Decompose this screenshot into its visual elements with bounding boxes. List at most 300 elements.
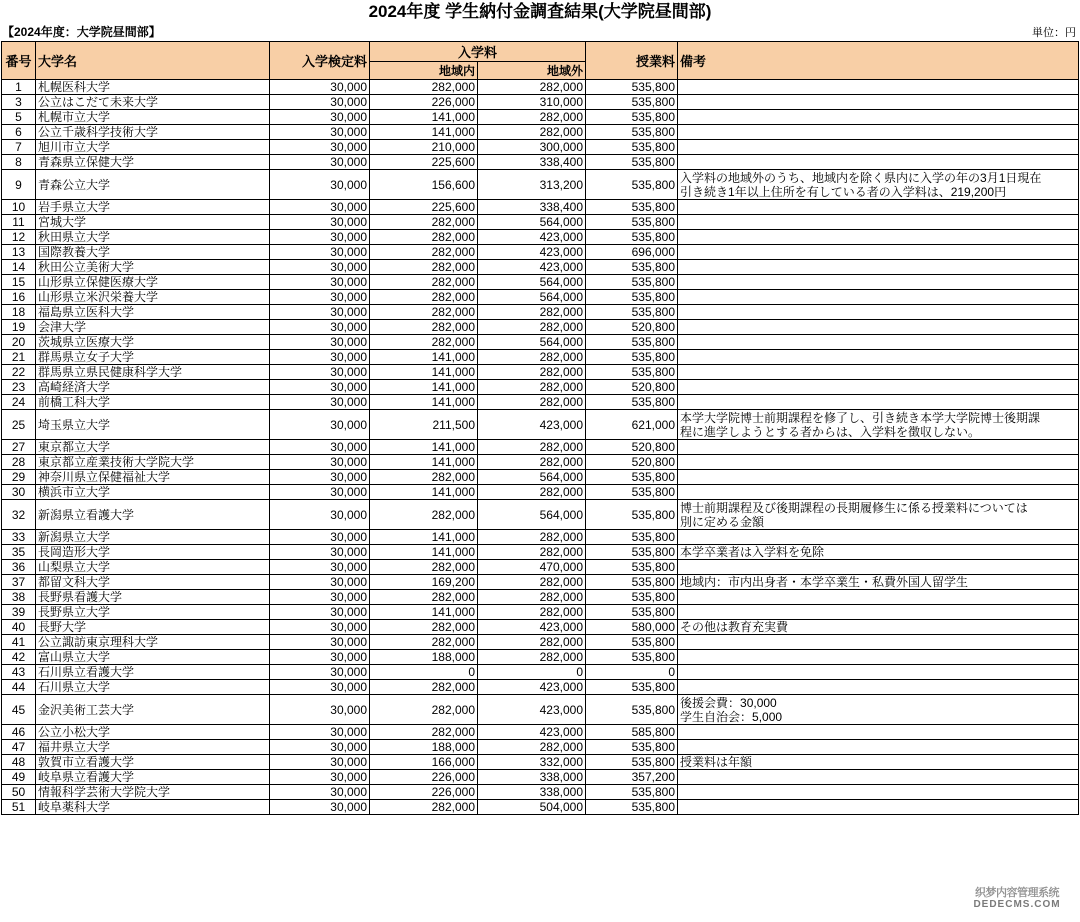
table-row[interactable] xyxy=(2,590,1079,605)
subtitle-bar xyxy=(0,22,1080,41)
cell-exam-fee: 30,000 xyxy=(270,635,370,650)
remark-line: 入学料の地域外のうち、地域内を除く県内に入学の年の3月1日現在 xyxy=(680,170,1042,185)
cell-university-name: 横浜市立大学 xyxy=(36,485,270,500)
cell-admission-out-region: 564,000 xyxy=(478,335,586,350)
cell-admission-out-region: 282,000 xyxy=(478,740,586,755)
cell-exam-fee: 30,000 xyxy=(270,140,370,155)
cell-admission-in-region: 211,500 xyxy=(370,410,478,440)
table-row[interactable] xyxy=(2,695,1079,725)
cell-no: 46 xyxy=(2,725,36,740)
cell-remarks xyxy=(678,245,1079,260)
cell-remarks xyxy=(678,200,1079,215)
cell-exam-fee: 30,000 xyxy=(270,470,370,485)
cell-university-name: 公立諏訪東京理科大学 xyxy=(36,635,270,650)
cell-admission-in-region: 225,600 xyxy=(370,200,478,215)
cell-exam-fee: 30,000 xyxy=(270,725,370,740)
cell-no: 13 xyxy=(2,245,36,260)
cell-no: 45 xyxy=(2,695,36,725)
cell-admission-out-region: 310,000 xyxy=(478,95,586,110)
cell-admission-out-region: 423,000 xyxy=(478,695,586,725)
cell-tuition: 535,800 xyxy=(586,260,678,275)
cell-tuition: 535,800 xyxy=(586,110,678,125)
cell-university-name: 旭川市立大学 xyxy=(36,140,270,155)
cell-tuition: 585,800 xyxy=(586,725,678,740)
cell-exam-fee: 30,000 xyxy=(270,575,370,590)
cell-tuition: 535,800 xyxy=(586,305,678,320)
cell-tuition: 535,800 xyxy=(586,530,678,545)
cell-admission-in-region: 282,000 xyxy=(370,620,478,635)
cell-admission-in-region: 188,000 xyxy=(370,650,478,665)
cell-tuition: 535,800 xyxy=(586,95,678,110)
cell-admission-out-region: 423,000 xyxy=(478,230,586,245)
table-row[interactable] xyxy=(2,110,1079,125)
cell-remarks xyxy=(678,305,1079,320)
cell-remarks xyxy=(678,440,1079,455)
cell-no: 9 xyxy=(2,170,36,200)
table-row[interactable] xyxy=(2,80,1079,95)
cell-admission-in-region: 141,000 xyxy=(370,605,478,620)
cell-no: 12 xyxy=(2,230,36,245)
table-row[interactable] xyxy=(2,635,1079,650)
cell-admission-out-region: 282,000 xyxy=(478,380,586,395)
cell-tuition: 0 xyxy=(586,665,678,680)
table-header xyxy=(2,42,1079,80)
cell-admission-out-region: 282,000 xyxy=(478,365,586,380)
table-row[interactable] xyxy=(2,335,1079,350)
cell-no: 38 xyxy=(2,590,36,605)
cell-university-name: 公立はこだて未来大学 xyxy=(36,95,270,110)
table-row[interactable] xyxy=(2,440,1079,455)
cell-admission-in-region: 141,000 xyxy=(370,365,478,380)
cell-remarks xyxy=(678,380,1079,395)
cell-remarks xyxy=(678,125,1079,140)
cell-admission-in-region: 141,000 xyxy=(370,110,478,125)
cell-admission-in-region: 282,000 xyxy=(370,245,478,260)
table-row[interactable] xyxy=(2,455,1079,470)
cell-exam-fee: 30,000 xyxy=(270,395,370,410)
cell-admission-in-region: 282,000 xyxy=(370,725,478,740)
cell-university-name: 山梨県立大学 xyxy=(36,560,270,575)
cell-admission-out-region: 332,000 xyxy=(478,755,586,770)
cell-admission-in-region: 282,000 xyxy=(370,590,478,605)
cell-no: 49 xyxy=(2,770,36,785)
table-row[interactable] xyxy=(2,485,1079,500)
cell-university-name: 長野県立大学 xyxy=(36,605,270,620)
cell-university-name: 群馬県立県民健康科学大学 xyxy=(36,365,270,380)
cell-admission-in-region: 282,000 xyxy=(370,80,478,95)
table-row[interactable] xyxy=(2,470,1079,485)
cell-tuition: 535,800 xyxy=(586,590,678,605)
cell-no: 39 xyxy=(2,605,36,620)
cell-exam-fee: 30,000 xyxy=(270,785,370,800)
cell-admission-out-region: 564,000 xyxy=(478,275,586,290)
cell-admission-out-region: 282,000 xyxy=(478,605,586,620)
table-row[interactable] xyxy=(2,140,1079,155)
cell-no: 43 xyxy=(2,665,36,680)
cell-exam-fee: 30,000 xyxy=(270,500,370,530)
cell-admission-in-region: 141,000 xyxy=(370,125,478,140)
cell-university-name: 岐阜県立看護大学 xyxy=(36,770,270,785)
cell-admission-out-region: 282,000 xyxy=(478,485,586,500)
table-body xyxy=(2,80,1079,815)
cell-tuition: 535,800 xyxy=(586,155,678,170)
cell-admission-out-region: 338,000 xyxy=(478,770,586,785)
table-row[interactable] xyxy=(2,725,1079,740)
remark-line: その他は教育充実費 xyxy=(680,620,789,634)
cell-admission-in-region: 282,000 xyxy=(370,560,478,575)
cell-no: 41 xyxy=(2,635,36,650)
cell-university-name: 新潟県立看護大学 xyxy=(36,500,270,530)
cell-tuition: 535,800 xyxy=(586,695,678,725)
table-row[interactable] xyxy=(2,560,1079,575)
table-row[interactable] xyxy=(2,380,1079,395)
cell-exam-fee: 30,000 xyxy=(270,560,370,575)
cell-admission-out-region: 282,000 xyxy=(478,650,586,665)
cell-admission-out-region: 282,000 xyxy=(478,530,586,545)
column-header-no: 番号 xyxy=(2,42,36,80)
cell-exam-fee: 30,000 xyxy=(270,245,370,260)
remark-line: 程に進学しようとする者からは、入学料を徴収しない。 xyxy=(680,424,981,439)
cell-exam-fee: 30,000 xyxy=(270,740,370,755)
watermark-line-2: DEDECMS.COM xyxy=(973,899,1061,910)
cell-admission-out-region: 423,000 xyxy=(478,260,586,275)
cell-exam-fee: 30,000 xyxy=(270,290,370,305)
cell-admission-out-region: 423,000 xyxy=(478,620,586,635)
table-row[interactable] xyxy=(2,680,1079,695)
cell-tuition: 535,800 xyxy=(586,650,678,665)
cell-tuition: 520,800 xyxy=(586,440,678,455)
cell-admission-in-region: 141,000 xyxy=(370,545,478,560)
cell-tuition: 535,800 xyxy=(586,350,678,365)
cell-exam-fee: 30,000 xyxy=(270,650,370,665)
cell-admission-in-region: 141,000 xyxy=(370,440,478,455)
cell-no: 16 xyxy=(2,290,36,305)
column-header-university: 大学名 xyxy=(36,42,270,80)
table-row[interactable] xyxy=(2,170,1079,200)
cell-admission-in-region: 282,000 xyxy=(370,275,478,290)
cell-remarks xyxy=(678,695,1079,725)
dataset-scope-label: 【2024年度：大学院昼間部】 xyxy=(2,25,161,39)
cell-university-name: 岩手県立大学 xyxy=(36,200,270,215)
table-row[interactable] xyxy=(2,95,1079,110)
cell-no: 21 xyxy=(2,350,36,365)
table-row[interactable] xyxy=(2,785,1079,800)
cell-university-name: 宮城大学 xyxy=(36,215,270,230)
cell-no: 19 xyxy=(2,320,36,335)
cell-no: 23 xyxy=(2,380,36,395)
cell-exam-fee: 30,000 xyxy=(270,755,370,770)
cell-admission-in-region: 282,000 xyxy=(370,695,478,725)
cell-tuition: 535,800 xyxy=(586,470,678,485)
cell-no: 22 xyxy=(2,365,36,380)
cell-remarks xyxy=(678,470,1079,485)
cell-exam-fee: 30,000 xyxy=(270,455,370,470)
cell-admission-out-region: 338,000 xyxy=(478,785,586,800)
cell-no: 48 xyxy=(2,755,36,770)
table-row[interactable] xyxy=(2,305,1079,320)
cell-tuition: 535,800 xyxy=(586,365,678,380)
cell-university-name: 金沢美術工芸大学 xyxy=(36,695,270,725)
cell-remarks xyxy=(678,335,1079,350)
cell-tuition: 535,800 xyxy=(586,755,678,770)
table-row[interactable] xyxy=(2,245,1079,260)
cell-remarks xyxy=(678,590,1079,605)
cell-no: 37 xyxy=(2,575,36,590)
cell-no: 32 xyxy=(2,500,36,530)
cell-admission-out-region: 282,000 xyxy=(478,395,586,410)
cell-university-name: 石川県立看護大学 xyxy=(36,665,270,680)
column-header-tuition: 授業料 xyxy=(586,42,678,80)
cell-admission-in-region: 188,000 xyxy=(370,740,478,755)
cell-university-name: 茨城県立医療大学 xyxy=(36,335,270,350)
cell-admission-in-region: 282,000 xyxy=(370,305,478,320)
cell-university-name: 福島県立医科大学 xyxy=(36,305,270,320)
table-row[interactable] xyxy=(2,740,1079,755)
cell-admission-in-region: 226,000 xyxy=(370,95,478,110)
cell-university-name: 長野県看護大学 xyxy=(36,590,270,605)
cell-remarks xyxy=(678,140,1079,155)
table-row[interactable] xyxy=(2,620,1079,635)
cell-no: 30 xyxy=(2,485,36,500)
cell-tuition: 535,800 xyxy=(586,635,678,650)
cell-admission-out-region: 282,000 xyxy=(478,455,586,470)
cell-exam-fee: 30,000 xyxy=(270,545,370,560)
cell-tuition: 520,800 xyxy=(586,380,678,395)
table-row[interactable] xyxy=(2,755,1079,770)
cell-remarks xyxy=(678,560,1079,575)
cell-exam-fee: 30,000 xyxy=(270,800,370,815)
cell-university-name: 高崎経済大学 xyxy=(36,380,270,395)
cell-university-name: 山形県立保健医療大学 xyxy=(36,275,270,290)
cell-university-name: 国際教養大学 xyxy=(36,245,270,260)
cell-remarks xyxy=(678,800,1079,815)
cell-admission-out-region: 300,000 xyxy=(478,140,586,155)
cell-university-name: 都留文科大学 xyxy=(36,575,270,590)
cell-exam-fee: 30,000 xyxy=(270,305,370,320)
table-row[interactable] xyxy=(2,260,1079,275)
cell-tuition: 520,800 xyxy=(586,455,678,470)
cell-admission-in-region: 282,000 xyxy=(370,230,478,245)
cell-university-name: 青森公立大学 xyxy=(36,170,270,200)
unit-note-label: 単位：円 xyxy=(1032,27,1076,39)
cell-no: 3 xyxy=(2,95,36,110)
cell-tuition: 535,800 xyxy=(586,575,678,590)
cell-university-name: 青森県立保健大学 xyxy=(36,155,270,170)
table-row[interactable] xyxy=(2,350,1079,365)
cell-remarks xyxy=(678,755,1079,770)
cell-tuition: 535,800 xyxy=(586,140,678,155)
table-row[interactable] xyxy=(2,530,1079,545)
cell-exam-fee: 30,000 xyxy=(270,80,370,95)
cell-admission-out-region: 338,400 xyxy=(478,200,586,215)
cell-admission-out-region: 282,000 xyxy=(478,545,586,560)
cell-university-name: 埼玉県立大学 xyxy=(36,410,270,440)
cell-tuition: 535,800 xyxy=(586,785,678,800)
cell-tuition: 535,800 xyxy=(586,275,678,290)
cell-admission-in-region: 282,000 xyxy=(370,635,478,650)
cell-no: 25 xyxy=(2,410,36,440)
table-row[interactable] xyxy=(2,230,1079,245)
cell-admission-in-region: 282,000 xyxy=(370,500,478,530)
cell-admission-out-region: 282,000 xyxy=(478,350,586,365)
cell-no: 44 xyxy=(2,680,36,695)
table-row[interactable] xyxy=(2,545,1079,560)
cell-remarks xyxy=(678,605,1079,620)
cell-tuition: 535,800 xyxy=(586,230,678,245)
cell-remarks xyxy=(678,95,1079,110)
cell-tuition: 535,800 xyxy=(586,500,678,530)
cell-exam-fee: 30,000 xyxy=(270,215,370,230)
remark-line: 引き続き1年以上住所を有している者の入学料は、219,200円 xyxy=(680,184,1007,199)
table-row[interactable] xyxy=(2,200,1079,215)
cell-exam-fee: 30,000 xyxy=(270,350,370,365)
table-row[interactable] xyxy=(2,365,1079,380)
cell-no: 18 xyxy=(2,305,36,320)
cell-exam-fee: 30,000 xyxy=(270,230,370,245)
cell-exam-fee: 30,000 xyxy=(270,440,370,455)
cell-admission-in-region: 210,000 xyxy=(370,140,478,155)
cell-admission-out-region: 423,000 xyxy=(478,725,586,740)
cell-exam-fee: 30,000 xyxy=(270,200,370,215)
table-row[interactable] xyxy=(2,215,1079,230)
cell-admission-in-region: 166,000 xyxy=(370,755,478,770)
cell-university-name: 山形県立米沢栄養大学 xyxy=(36,290,270,305)
cell-remarks xyxy=(678,215,1079,230)
table-row[interactable] xyxy=(2,500,1079,530)
cell-no: 35 xyxy=(2,545,36,560)
cell-admission-out-region: 282,000 xyxy=(478,80,586,95)
table-row[interactable] xyxy=(2,320,1079,335)
cell-exam-fee: 30,000 xyxy=(270,275,370,290)
cell-admission-in-region: 282,000 xyxy=(370,215,478,230)
cell-admission-in-region: 169,200 xyxy=(370,575,478,590)
cell-exam-fee: 30,000 xyxy=(270,485,370,500)
cell-no: 10 xyxy=(2,200,36,215)
cell-exam-fee: 30,000 xyxy=(270,320,370,335)
cell-university-name: 長岡造形大学 xyxy=(36,545,270,560)
cell-tuition: 696,000 xyxy=(586,245,678,260)
cell-remarks xyxy=(678,635,1079,650)
cell-admission-in-region: 156,600 xyxy=(370,170,478,200)
cell-exam-fee: 30,000 xyxy=(270,95,370,110)
cell-admission-out-region: 282,000 xyxy=(478,125,586,140)
cell-no: 5 xyxy=(2,110,36,125)
cell-remarks xyxy=(678,290,1079,305)
cell-exam-fee: 30,000 xyxy=(270,380,370,395)
cell-remarks xyxy=(678,365,1079,380)
cell-admission-out-region: 282,000 xyxy=(478,305,586,320)
cell-remarks xyxy=(678,665,1079,680)
cell-tuition: 357,200 xyxy=(586,770,678,785)
table-row[interactable] xyxy=(2,155,1079,170)
page-title: 2024年度 学生納付金調査結果(大学院昼間部) xyxy=(368,2,712,21)
cell-remarks xyxy=(678,725,1079,740)
cell-university-name: 敦賀市立看護大学 xyxy=(36,755,270,770)
cell-tuition: 535,800 xyxy=(586,125,678,140)
cell-tuition: 535,800 xyxy=(586,545,678,560)
cell-admission-out-region: 338,400 xyxy=(478,155,586,170)
cell-university-name: 会津大学 xyxy=(36,320,270,335)
cell-admission-out-region: 504,000 xyxy=(478,800,586,815)
cell-remarks xyxy=(678,170,1079,200)
cell-no: 42 xyxy=(2,650,36,665)
cell-tuition: 621,000 xyxy=(586,410,678,440)
cell-admission-in-region: 282,000 xyxy=(370,335,478,350)
table-row[interactable] xyxy=(2,275,1079,290)
remark-line: 本学大学院博士前期課程を修了し、引き続き本学大学院博士後期課 xyxy=(680,410,1041,425)
column-header-remarks: 備考 xyxy=(678,42,1079,80)
cell-university-name: 福井県立大学 xyxy=(36,740,270,755)
cell-admission-out-region: 282,000 xyxy=(478,440,586,455)
table-row[interactable] xyxy=(2,410,1079,440)
table-row[interactable] xyxy=(2,650,1079,665)
cell-admission-in-region: 141,000 xyxy=(370,455,478,470)
cell-tuition: 535,800 xyxy=(586,335,678,350)
site-watermark xyxy=(956,887,1078,910)
table-row[interactable] xyxy=(2,770,1079,785)
remark-line: 地域内：市内出身者・本学卒業生・私費外国人留学生 xyxy=(680,575,969,589)
cell-exam-fee: 30,000 xyxy=(270,530,370,545)
cell-university-name: 新潟県立大学 xyxy=(36,530,270,545)
cell-admission-out-region: 313,200 xyxy=(478,170,586,200)
cell-exam-fee: 30,000 xyxy=(270,260,370,275)
cell-remarks xyxy=(678,350,1079,365)
remark-line: 別に定める金額 xyxy=(680,514,765,529)
table-row[interactable] xyxy=(2,800,1079,815)
cell-university-name: 札幌市立大学 xyxy=(36,110,270,125)
cell-university-name: 岐阜薬科大学 xyxy=(36,800,270,815)
table-row[interactable] xyxy=(2,605,1079,620)
cell-university-name: 群馬県立女子大学 xyxy=(36,350,270,365)
table-row[interactable] xyxy=(2,395,1079,410)
cell-admission-in-region: 282,000 xyxy=(370,320,478,335)
cell-exam-fee: 30,000 xyxy=(270,155,370,170)
cell-no: 27 xyxy=(2,440,36,455)
fee-table xyxy=(1,41,1079,815)
cell-admission-out-region: 423,000 xyxy=(478,680,586,695)
cell-tuition: 535,800 xyxy=(586,680,678,695)
cell-admission-in-region: 282,000 xyxy=(370,470,478,485)
cell-no: 15 xyxy=(2,275,36,290)
cell-tuition: 535,800 xyxy=(586,605,678,620)
cell-remarks xyxy=(678,395,1079,410)
remark-line: 博士前期課程及び後期課程の長期履修生に係る授業料については xyxy=(680,500,1028,515)
cell-remarks xyxy=(678,110,1079,125)
cell-admission-out-region: 282,000 xyxy=(478,635,586,650)
table-row[interactable] xyxy=(2,575,1079,590)
cell-admission-out-region: 470,000 xyxy=(478,560,586,575)
cell-no: 11 xyxy=(2,215,36,230)
cell-exam-fee: 30,000 xyxy=(270,335,370,350)
cell-admission-in-region: 226,000 xyxy=(370,770,478,785)
cell-no: 29 xyxy=(2,470,36,485)
cell-admission-out-region: 423,000 xyxy=(478,245,586,260)
cell-university-name: 石川県立大学 xyxy=(36,680,270,695)
table-row[interactable] xyxy=(2,290,1079,305)
cell-university-name: 長野大学 xyxy=(36,620,270,635)
cell-remarks xyxy=(678,740,1079,755)
table-row[interactable] xyxy=(2,125,1079,140)
cell-admission-out-region: 564,000 xyxy=(478,470,586,485)
cell-exam-fee: 30,000 xyxy=(270,620,370,635)
cell-no: 40 xyxy=(2,620,36,635)
cell-university-name: 情報科学芸術大学院大学 xyxy=(36,785,270,800)
table-row[interactable] xyxy=(2,665,1079,680)
cell-admission-out-region: 564,000 xyxy=(478,500,586,530)
cell-university-name: 富山県立大学 xyxy=(36,650,270,665)
cell-remarks xyxy=(678,230,1079,245)
cell-no: 50 xyxy=(2,785,36,800)
